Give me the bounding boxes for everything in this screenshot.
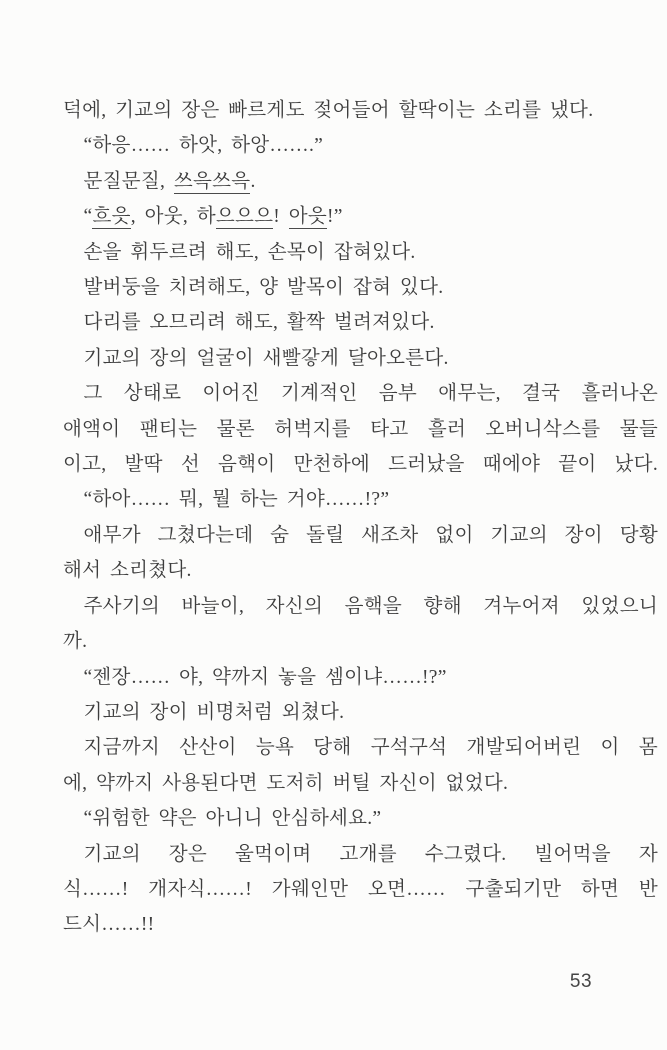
text-segment: 드시……!!	[63, 914, 155, 936]
text-segment: 발버둥을 치려해도, 양 발목이 잡혀 있다.	[83, 277, 444, 299]
text-segment: 기교의 장이 비명처럼 외쳤다.	[83, 701, 345, 723]
text-segment: “위험한 약은 아니니 안심하세요.”	[83, 808, 382, 830]
text-line	[63, 305, 658, 340]
emphasized-text: 아읏	[288, 206, 328, 228]
text-line	[63, 553, 658, 588]
text-line	[63, 164, 658, 199]
text-segment: 이고, 발딱 선 음핵이 만천하에 드러났을 때에야 끝이 났다.	[63, 454, 658, 476]
text-line	[63, 624, 658, 659]
text-segment: “하응…… 하앗, 하앙…….”	[83, 135, 324, 157]
text-segment: 기교의 장의 얼굴이 새빨갛게 달아오른다.	[83, 347, 449, 369]
text-line	[63, 589, 658, 624]
text-segment: 기교의 장은 울먹이며 고개를 수그렸다. 빌어먹을 자	[83, 843, 658, 865]
emphasized-text: 으으으	[215, 206, 274, 228]
text-segment: 에, 약까지 사용된다면 도저히 버틸 자신이 없었다.	[63, 772, 509, 794]
text-line	[63, 447, 658, 482]
text-line	[63, 270, 658, 305]
text-line	[63, 907, 658, 942]
text-line	[63, 872, 658, 907]
text-line	[63, 199, 658, 234]
text-segment: !”	[327, 206, 343, 228]
text-line	[63, 660, 658, 695]
page-number: 53	[569, 971, 593, 992]
text-segment: “	[83, 206, 93, 228]
emphasized-text: 흐읏	[92, 206, 131, 228]
text-line	[63, 837, 658, 872]
text-segment: !	[273, 206, 289, 228]
text-line	[63, 235, 658, 270]
emphasized-text: 쓰윽쓰윽	[173, 170, 251, 192]
text-segment: 애액이 팬티는 물론 허벅지를 타고 흘러 오버니삭스를 물들	[63, 418, 658, 440]
text-line	[63, 93, 658, 128]
text-line	[63, 695, 658, 730]
text-segment: .	[250, 170, 256, 192]
text-line	[63, 341, 658, 376]
text-line	[63, 730, 658, 765]
text-segment: 주사기의 바늘이, 자신의 음핵을 향해 겨누어져 있었으니	[83, 595, 658, 617]
page-text	[63, 93, 658, 943]
text-segment: 식……! 개자식……! 가웨인만 오면…… 구출되기만 하면 반	[63, 878, 658, 900]
text-segment: 덕에, 기교의 장은 빠르게도 젖어들어 할딱이는 소리를 냈다.	[63, 100, 594, 121]
text-line	[63, 376, 658, 411]
text-segment: 까.	[63, 631, 88, 653]
text-segment: 해서 소리쳤다.	[63, 560, 192, 582]
text-line	[63, 482, 658, 517]
text-segment: 문질문질,	[83, 170, 174, 192]
text-segment: “하아…… 뭐, 뭘 하는 거야……!?”	[83, 489, 390, 511]
text-segment: 다리를 오므리려 해도, 활짝 벌려져있다.	[83, 312, 435, 334]
text-line	[63, 128, 658, 163]
text-segment: 지금까지 산산이 능욕 당해 구석구석 개발되어버린 이 몸	[83, 737, 658, 759]
text-segment: 애무가 그쳤다는데 숨 돌릴 새조차 없이 기교의 장이 당황	[83, 524, 658, 546]
text-segment: , 아웃, 하	[130, 206, 216, 228]
text-line	[63, 801, 658, 836]
text-segment: 손을 휘두르려 해도, 손목이 잡혀있다.	[83, 241, 416, 263]
text-line	[63, 412, 658, 447]
text-line	[63, 518, 658, 553]
text-segment: “젠장…… 야, 약까지 놓을 셈이냐……!?”	[83, 666, 447, 688]
text-line	[63, 766, 658, 801]
text-segment: 그 상태로 이어진 기계적인 음부 애무는, 결국 흘러나온	[83, 383, 658, 405]
